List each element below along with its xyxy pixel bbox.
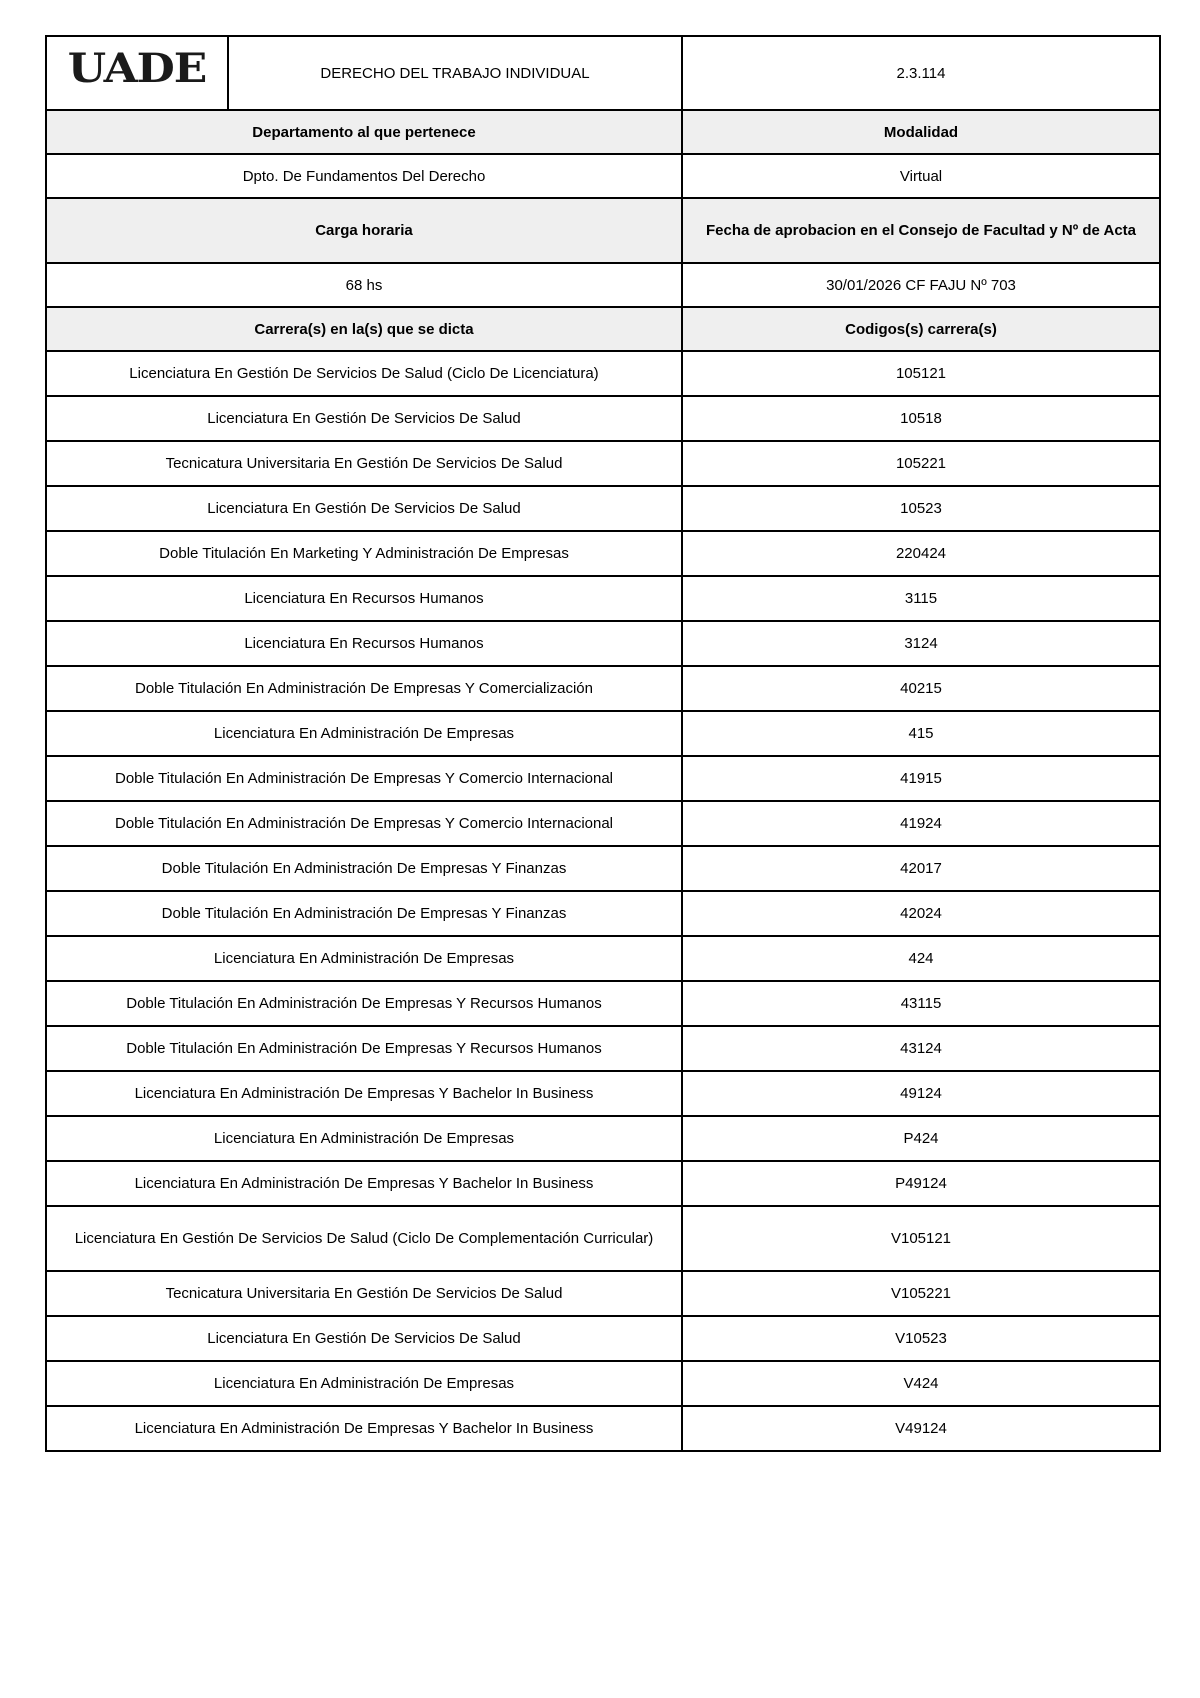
table-row [46, 846, 1160, 891]
career-code: 49124 [682, 1071, 1160, 1116]
table-row [46, 621, 1160, 666]
table-row [46, 1206, 1160, 1271]
career-code: 10523 [682, 486, 1160, 531]
table-row [46, 1116, 1160, 1161]
career-code: 41924 [682, 801, 1160, 846]
table-row [46, 1406, 1160, 1451]
career-code: 40215 [682, 666, 1160, 711]
career-name: Licenciatura En Gestión De Servicios De Salud [46, 1316, 682, 1361]
table-row [46, 891, 1160, 936]
career-name: Doble Titulación En Administración De Empresas Y Comercialización [46, 666, 682, 711]
table-row [46, 1026, 1160, 1071]
career-code: 415 [682, 711, 1160, 756]
label-row-department [46, 110, 1160, 154]
careers-label: Carrera(s) en la(s) que se dicta [46, 307, 682, 351]
career-code: 3124 [682, 621, 1160, 666]
career-name: Licenciatura En Administración De Empresas [46, 1361, 682, 1406]
career-name: Doble Titulación En Administración De Empresas Y Comercio Internacional [46, 756, 682, 801]
career-code: V424 [682, 1361, 1160, 1406]
career-name: Licenciatura En Gestión De Servicios De Salud [46, 396, 682, 441]
career-name: Licenciatura En Administración De Empresas Y Bachelor In Business [46, 1161, 682, 1206]
table-row [46, 531, 1160, 576]
course-info-table [45, 35, 1161, 1452]
table-row [46, 576, 1160, 621]
career-name: Licenciatura En Gestión De Servicios De Salud (Ciclo De Licenciatura) [46, 351, 682, 396]
workload-label: Carga horaria [46, 198, 682, 263]
career-code: 43124 [682, 1026, 1160, 1071]
career-code: V105221 [682, 1271, 1160, 1316]
table-row [46, 396, 1160, 441]
career-name: Licenciatura En Gestión De Servicios De Salud [46, 486, 682, 531]
career-name: Licenciatura En Administración De Empresas Y Bachelor In Business [46, 1071, 682, 1116]
career-code: V10523 [682, 1316, 1160, 1361]
career-code: 41915 [682, 756, 1160, 801]
approval-label: Fecha de aprobacion en el Consejo de Facultad y Nº de Acta [682, 198, 1160, 263]
career-name: Doble Titulación En Marketing Y Administración De Empresas [46, 531, 682, 576]
table-row [46, 936, 1160, 981]
career-name: Doble Titulación En Administración De Empresas Y Finanzas [46, 846, 682, 891]
modality-label: Modalidad [682, 110, 1160, 154]
career-code: P49124 [682, 1161, 1160, 1206]
course-title: DERECHO DEL TRABAJO INDIVIDUAL [228, 36, 682, 110]
department-label: Departamento al que pertenece [46, 110, 682, 154]
career-name: Licenciatura En Administración De Empresas [46, 936, 682, 981]
table-row [46, 1361, 1160, 1406]
table-row [46, 1071, 1160, 1116]
career-name: Tecnicatura Universitaria En Gestión De Servicios De Salud [46, 1271, 682, 1316]
uade-logo: UADE [67, 45, 207, 92]
career-code: 42024 [682, 891, 1160, 936]
table-row [46, 981, 1160, 1026]
career-code: 3115 [682, 576, 1160, 621]
career-name: Doble Titulación En Administración De Empresas Y Comercio Internacional [46, 801, 682, 846]
career-code: 105221 [682, 441, 1160, 486]
career-code: P424 [682, 1116, 1160, 1161]
career-name: Doble Titulación En Administración De Empresas Y Finanzas [46, 891, 682, 936]
table-row [46, 1271, 1160, 1316]
career-name: Licenciatura En Administración De Empresas [46, 711, 682, 756]
table-row [46, 711, 1160, 756]
workload-value: 68 hs [46, 263, 682, 307]
career-code: 43115 [682, 981, 1160, 1026]
career-name: Licenciatura En Recursos Humanos [46, 576, 682, 621]
career-code: 42017 [682, 846, 1160, 891]
table-row [46, 486, 1160, 531]
career-code: V105121 [682, 1206, 1160, 1271]
value-row-workload [46, 263, 1160, 307]
logo-cell [46, 36, 228, 110]
career-code: 424 [682, 936, 1160, 981]
career-name: Tecnicatura Universitaria En Gestión De Servicios De Salud [46, 441, 682, 486]
career-name: Doble Titulación En Administración De Empresas Y Recursos Humanos [46, 981, 682, 1026]
career-code: 220424 [682, 531, 1160, 576]
career-name: Licenciatura En Gestión De Servicios De Salud (Ciclo De Complementación Curricular) [46, 1206, 682, 1271]
approval-value: 30/01/2026 CF FAJU Nº 703 [682, 263, 1160, 307]
label-row-careers [46, 307, 1160, 351]
table-row [46, 666, 1160, 711]
table-row [46, 441, 1160, 486]
table-row [46, 1316, 1160, 1361]
table-row [46, 801, 1160, 846]
header-row [46, 36, 1160, 110]
value-row-department [46, 154, 1160, 198]
department-value: Dpto. De Fundamentos Del Derecho [46, 154, 682, 198]
table-row [46, 1161, 1160, 1206]
label-row-workload [46, 198, 1160, 263]
career-code: V49124 [682, 1406, 1160, 1451]
table-row [46, 756, 1160, 801]
modality-value: Virtual [682, 154, 1160, 198]
career-name: Licenciatura En Administración De Empresas Y Bachelor In Business [46, 1406, 682, 1451]
course-code: 2.3.114 [682, 36, 1160, 110]
table-row [46, 351, 1160, 396]
career-name: Licenciatura En Recursos Humanos [46, 621, 682, 666]
career-name: Doble Titulación En Administración De Empresas Y Recursos Humanos [46, 1026, 682, 1071]
career-code: 10518 [682, 396, 1160, 441]
career-codes-label: Codigos(s) carrera(s) [682, 307, 1160, 351]
career-name: Licenciatura En Administración De Empresas [46, 1116, 682, 1161]
career-code: 105121 [682, 351, 1160, 396]
